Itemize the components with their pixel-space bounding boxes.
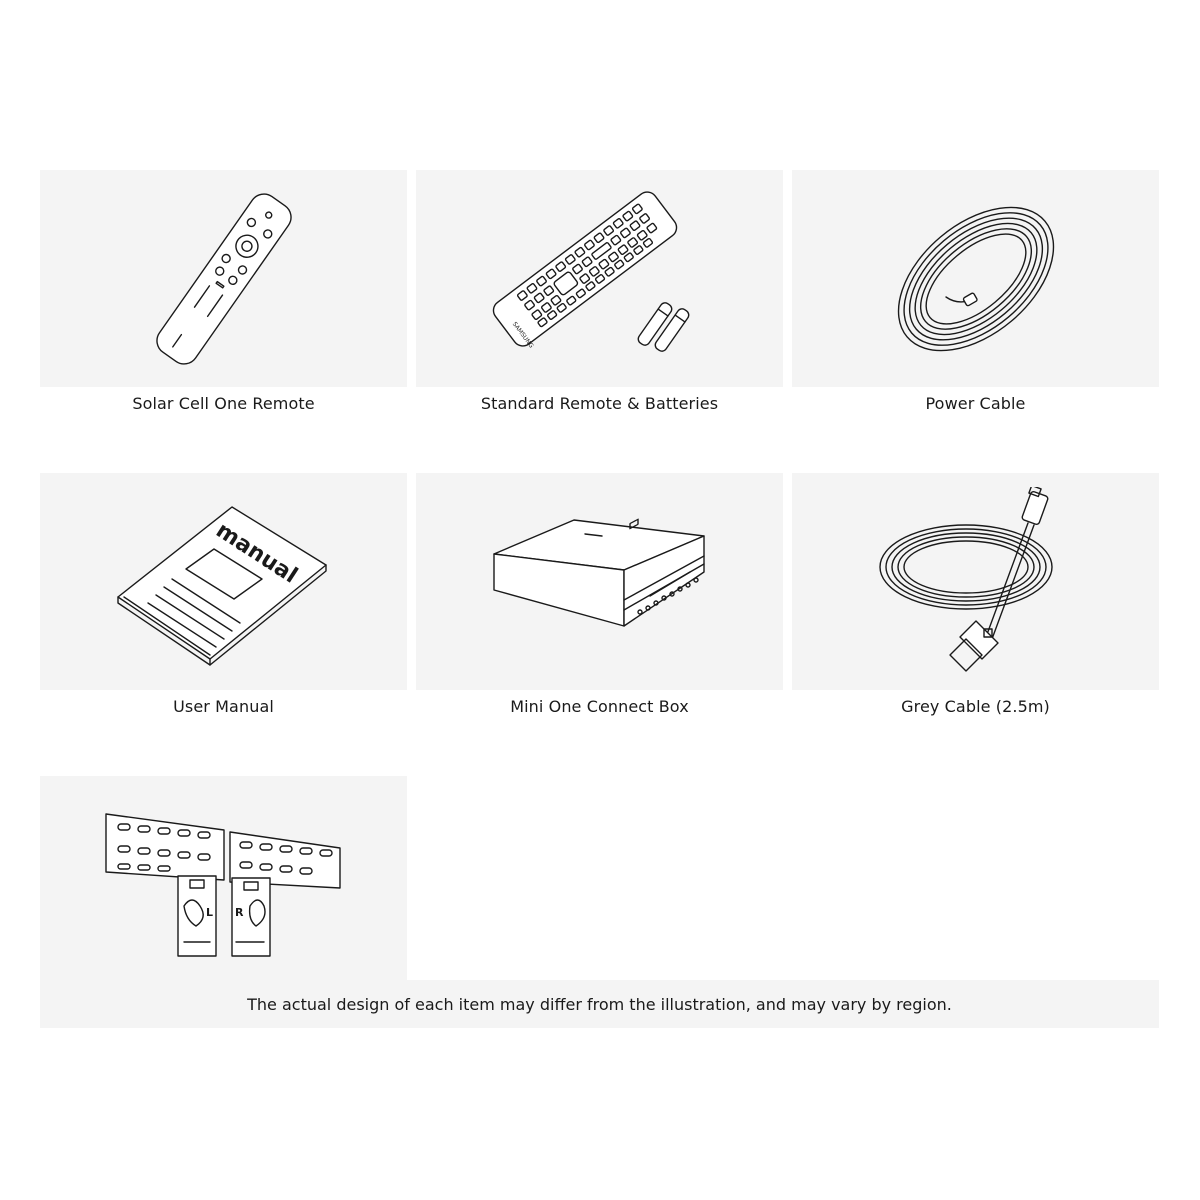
accessory-label: User Manual: [173, 697, 274, 716]
accessory-item: [416, 170, 783, 421]
accessory-tile: [40, 776, 407, 993]
solar-remote-icon: [114, 184, 334, 374]
accessory-tile: [416, 473, 783, 690]
accessory-label: Grey Cable (2.5m): [901, 697, 1050, 716]
accessory-label: Mini One Connect Box: [510, 697, 689, 716]
connect-box-icon: [490, 512, 710, 652]
grey-cable-icon: [876, 487, 1076, 677]
accessory-item: [792, 170, 1159, 421]
mount-left-text: L: [205, 905, 213, 919]
remote-brand-text: SAMSUNG: [510, 320, 535, 349]
accessory-tile: [416, 170, 783, 387]
disclaimer-banner: [40, 980, 1159, 1028]
accessory-item: [40, 473, 407, 724]
mount-right-text: R: [234, 905, 243, 919]
standard-remote-icon: [480, 184, 720, 374]
accessory-tile: [40, 473, 407, 690]
accessory-label: Solar Cell One Remote: [132, 394, 315, 413]
accessory-label: Standard Remote & Batteries: [480, 394, 719, 413]
disclaimer-text: The actual design of each item may differ from the illustration, and may vary by region.: [247, 994, 952, 1014]
accessory-item: [40, 170, 407, 421]
power-cable-icon: [876, 179, 1076, 379]
accessory-tile: [40, 170, 407, 387]
accessory-tile: [792, 473, 1159, 690]
accessory-item: [792, 473, 1159, 724]
accessory-tile: [792, 170, 1159, 387]
accessory-item: [416, 473, 783, 724]
wall-mount-icon: [104, 810, 344, 960]
manual-icon: [114, 487, 334, 677]
accessory-grid: [40, 170, 1159, 1027]
manual-title-text: manual: [210, 517, 302, 589]
accessory-label: Power Cable: [925, 394, 1026, 413]
